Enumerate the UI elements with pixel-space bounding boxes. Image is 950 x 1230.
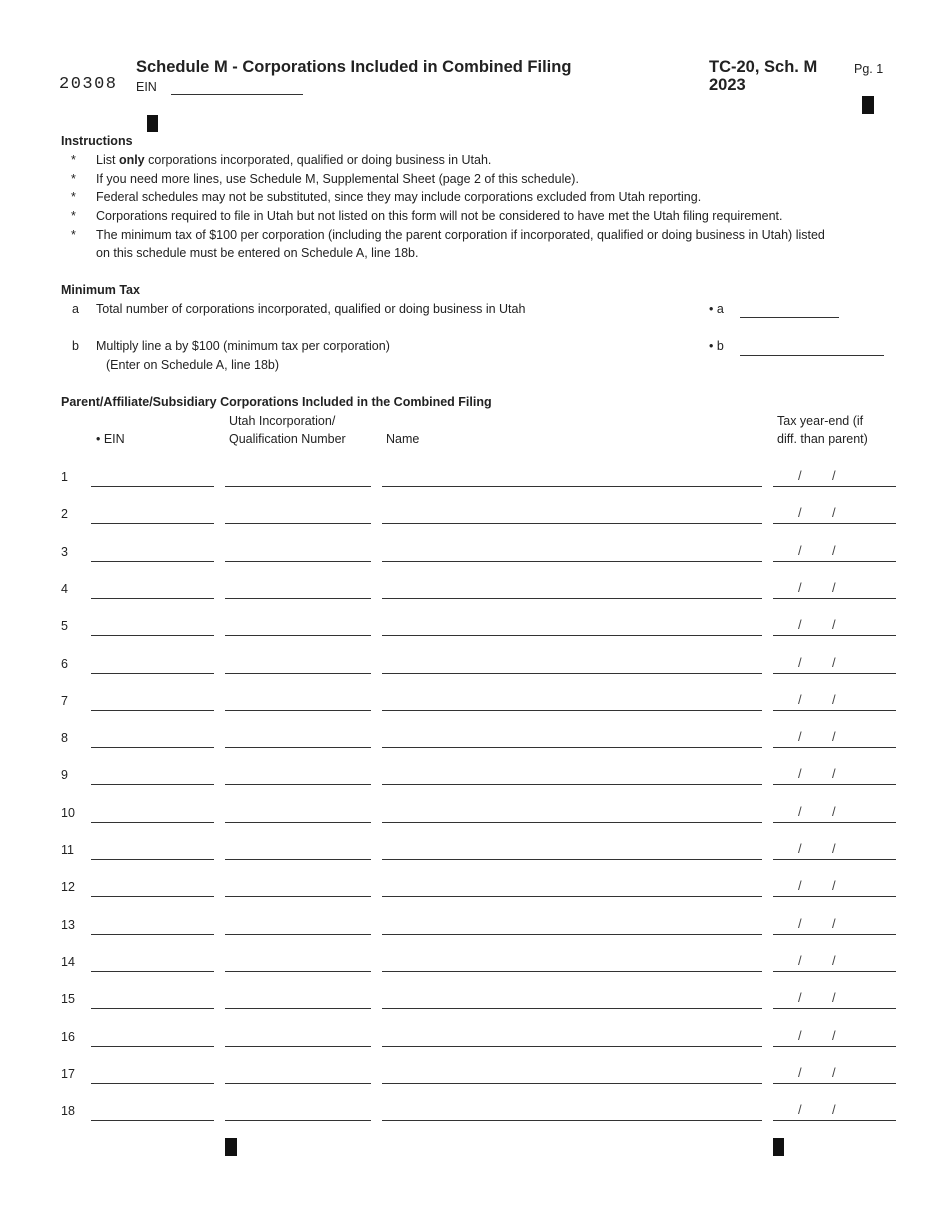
tax-year-end-field[interactable] [773, 1046, 896, 1047]
row-number: 8 [61, 731, 68, 745]
name-field[interactable] [382, 635, 762, 636]
utah-number-field[interactable] [225, 822, 371, 823]
name-field[interactable] [382, 1120, 762, 1121]
minimum-tax-heading: Minimum Tax [61, 283, 140, 297]
tax-year-end-field[interactable] [773, 523, 896, 524]
utah-number-field[interactable] [225, 710, 371, 711]
date-separator: / [832, 1028, 836, 1043]
row-number: 1 [61, 470, 68, 484]
instruction-item: Federal schedules may not be substituted, since they may include corporations excluded from Utah reporting. [96, 190, 702, 204]
ein-field[interactable] [91, 934, 214, 935]
name-field[interactable] [382, 710, 762, 711]
date-separator: / [832, 617, 836, 632]
ein-field[interactable] [91, 896, 214, 897]
date-separator: / [832, 990, 836, 1005]
bullet: * [71, 172, 76, 186]
ein-field[interactable] [91, 598, 214, 599]
instruction-text: corporations incorporated, qualified or doing business in Utah. [144, 153, 492, 167]
date-separator: / [798, 655, 802, 670]
ein-field[interactable] [91, 1120, 214, 1121]
tax-year-end-field[interactable] [773, 747, 896, 748]
tax-year-end-field[interactable] [773, 1083, 896, 1084]
row-number: 18 [61, 1104, 75, 1118]
page-number: Pg. 1 [854, 62, 884, 76]
row-number: 9 [61, 768, 68, 782]
line-b-marker: • b [709, 339, 724, 353]
ein-field[interactable] [91, 784, 214, 785]
col-header-utah-number: Qualification Number [229, 432, 346, 446]
registration-mark [862, 96, 874, 114]
row-number: 5 [61, 619, 68, 633]
utah-number-field[interactable] [225, 859, 371, 860]
utah-number-field[interactable] [225, 747, 371, 748]
date-separator: / [832, 1102, 836, 1117]
name-field[interactable] [382, 1083, 762, 1084]
table-heading: Parent/Affiliate/Subsidiary Corporations Included in the Combined Filing [61, 395, 492, 409]
ein-field[interactable] [91, 747, 214, 748]
col-header-tax-year-end: Tax year-end (if [777, 414, 864, 428]
bullet: * [71, 153, 76, 167]
date-separator: / [798, 1028, 802, 1043]
registration-mark [773, 1138, 784, 1156]
date-separator: / [798, 543, 802, 558]
col-header-ein: • EIN [96, 432, 125, 446]
ein-field[interactable] [91, 635, 214, 636]
date-separator: / [798, 953, 802, 968]
name-field[interactable] [382, 673, 762, 674]
date-separator: / [798, 1065, 802, 1080]
name-field[interactable] [382, 747, 762, 748]
utah-number-field[interactable] [225, 934, 371, 935]
line-a-letter: a [72, 302, 79, 316]
date-separator: / [832, 580, 836, 595]
utah-number-field[interactable] [225, 1008, 371, 1009]
ein-field[interactable] [91, 561, 214, 562]
ein-field[interactable] [91, 822, 214, 823]
date-separator: / [832, 916, 836, 931]
instruction-emphasis: only [118, 153, 145, 167]
instructions-heading: Instructions [61, 134, 133, 148]
form-code: 20308 [59, 75, 118, 94]
ein-field[interactable] [91, 486, 214, 487]
registration-mark [147, 115, 158, 132]
row-number: 15 [61, 992, 75, 1006]
tax-year-end-field[interactable] [773, 1008, 896, 1009]
date-separator: / [798, 804, 802, 819]
date-separator: / [832, 692, 836, 707]
ein-field[interactable] [91, 523, 214, 524]
date-separator: / [798, 841, 802, 856]
date-separator: / [832, 804, 836, 819]
instruction-item: If you need more lines, use Schedule M, Supplemental Sheet (page 2 of this schedule). [96, 172, 579, 186]
date-separator: / [798, 1102, 802, 1117]
date-separator: / [832, 543, 836, 558]
utah-number-field[interactable] [225, 486, 371, 487]
row-number: 17 [61, 1067, 75, 1081]
row-number: 2 [61, 507, 68, 521]
date-separator: / [832, 729, 836, 744]
name-field[interactable] [382, 486, 762, 487]
name-field[interactable] [382, 523, 762, 524]
row-number: 7 [61, 694, 68, 708]
tax-year-end-field[interactable] [773, 486, 896, 487]
utah-number-field[interactable] [225, 1083, 371, 1084]
utah-number-field[interactable] [225, 1120, 371, 1121]
instruction-item: The minimum tax of $100 per corporation (including the parent corporation if incorporated, qualified or doing business in Utah) listed [96, 228, 825, 242]
row-number: 6 [61, 657, 68, 671]
date-separator: / [832, 505, 836, 520]
row-number: 13 [61, 918, 75, 932]
utah-number-field[interactable] [225, 1046, 371, 1047]
row-number: 12 [61, 880, 75, 894]
date-separator: / [798, 729, 802, 744]
ein-field[interactable] [91, 673, 214, 674]
name-field[interactable] [382, 822, 762, 823]
date-separator: / [798, 468, 802, 483]
date-separator: / [798, 617, 802, 632]
utah-number-field[interactable] [225, 635, 371, 636]
date-separator: / [798, 766, 802, 781]
name-field[interactable] [382, 896, 762, 897]
ein-field[interactable] [91, 1008, 214, 1009]
utah-number-field[interactable] [225, 673, 371, 674]
bullet: * [71, 209, 76, 223]
line-a-marker: • a [709, 302, 724, 316]
date-separator: / [832, 878, 836, 893]
form-title: Schedule M - Corporations Included in Combined Filing [136, 58, 572, 76]
tax-year-end-field[interactable] [773, 561, 896, 562]
line-a-text: Total number of corporations incorporated, qualified or doing business in Utah [96, 302, 526, 316]
date-separator: / [832, 766, 836, 781]
form-year: 2023 [709, 76, 746, 94]
tax-year-end-field[interactable] [773, 859, 896, 860]
name-field[interactable] [382, 1046, 762, 1047]
registration-mark [225, 1138, 237, 1156]
tax-year-end-field[interactable] [773, 598, 896, 599]
tax-year-end-field[interactable] [773, 784, 896, 785]
date-separator: / [832, 1065, 836, 1080]
header-ein-field[interactable] [171, 94, 303, 95]
tax-year-end-field[interactable] [773, 822, 896, 823]
ein-field[interactable] [91, 1046, 214, 1047]
date-separator: / [798, 990, 802, 1005]
utah-number-field[interactable] [225, 598, 371, 599]
date-separator: / [798, 916, 802, 931]
col-header-tax-year-end: diff. than parent) [777, 432, 868, 446]
ein-field[interactable] [91, 710, 214, 711]
bullet: * [71, 228, 76, 242]
line-b-input[interactable] [740, 355, 884, 356]
row-number: 11 [61, 843, 74, 857]
date-separator: / [798, 580, 802, 595]
tax-year-end-field[interactable] [773, 635, 896, 636]
tax-year-end-field[interactable] [773, 971, 896, 972]
instruction-item [96, 153, 491, 167]
row-number: 10 [61, 806, 75, 820]
date-separator: / [832, 953, 836, 968]
date-separator: / [832, 468, 836, 483]
utah-number-field[interactable] [225, 784, 371, 785]
ein-field[interactable] [91, 859, 214, 860]
line-b-letter: b [72, 339, 79, 353]
bullet: * [71, 190, 76, 204]
col-header-utah-number: Utah Incorporation/ [229, 414, 336, 428]
name-field[interactable] [382, 859, 762, 860]
utah-number-field[interactable] [225, 523, 371, 524]
date-separator: / [832, 841, 836, 856]
line-b-text: Multiply line a by $100 (minimum tax per corporation) [96, 339, 390, 353]
name-field[interactable] [382, 784, 762, 785]
date-separator: / [798, 505, 802, 520]
tax-year-end-field[interactable] [773, 673, 896, 674]
tax-year-end-field[interactable] [773, 896, 896, 897]
ein-field[interactable] [91, 1083, 214, 1084]
name-field[interactable] [382, 561, 762, 562]
date-separator: / [832, 655, 836, 670]
name-field[interactable] [382, 1008, 762, 1009]
row-number: 4 [61, 582, 68, 596]
form-id: TC-20, Sch. M [709, 58, 818, 76]
utah-number-field[interactable] [225, 971, 371, 972]
name-field[interactable] [382, 934, 762, 935]
name-field[interactable] [382, 971, 762, 972]
line-a-input[interactable] [740, 317, 839, 318]
tax-year-end-field[interactable] [773, 934, 896, 935]
tax-year-end-field[interactable] [773, 1120, 896, 1121]
tax-year-end-field[interactable] [773, 710, 896, 711]
col-header-name: Name [386, 432, 420, 446]
date-separator: / [798, 878, 802, 893]
utah-number-field[interactable] [225, 896, 371, 897]
row-number: 14 [61, 955, 75, 969]
row-number: 16 [61, 1030, 75, 1044]
ein-label: EIN [136, 80, 157, 94]
instruction-text: List [96, 153, 119, 167]
instruction-item: Corporations required to file in Utah but not listed on this form will not be considered to have met the Utah filing requirement. [96, 209, 783, 223]
instruction-item-continued: on this schedule must be entered on Schedule A, line 18b. [96, 246, 419, 260]
name-field[interactable] [382, 598, 762, 599]
line-b-note: (Enter on Schedule A, line 18b) [106, 358, 280, 372]
utah-number-field[interactable] [225, 561, 371, 562]
ein-field[interactable] [91, 971, 214, 972]
row-number: 3 [61, 545, 68, 559]
date-separator: / [798, 692, 802, 707]
